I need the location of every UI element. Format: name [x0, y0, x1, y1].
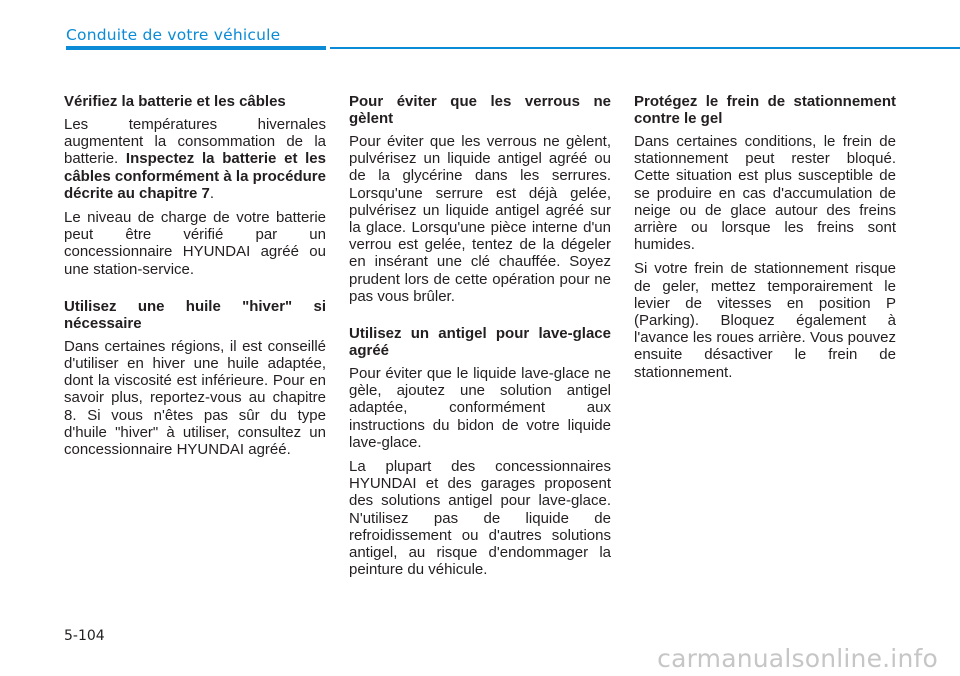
brake-paragraph-1: Dans certaines conditions, le frein de stationnement peut rester bloqué. Cette situation est plus susceptible de se produire en cas d'accumulation de neige ou de glace autour des freins arrière ou lorsque les freins sont humides. [634, 133, 896, 254]
column-1 [64, 93, 326, 465]
watermark: carmanualsonline.info [657, 644, 938, 673]
page-number: 5-104 [64, 628, 105, 644]
battery-paragraph-1 [64, 116, 326, 202]
battery-p1-end: . [209, 184, 215, 202]
header-rule-thick [66, 46, 326, 50]
battery-paragraph-2: Le niveau de charge de votre batterie peut être vérifié par un concessionnaire HYUNDAI agréé ou une station-service. [64, 209, 326, 278]
locks-paragraph-1: Pour éviter que les verrous ne gèlent, pulvérisez un liquide antigel agréé ou de la glycérine dans les serrures. Lorsqu'une serrure est déjà gelée, pulvérisez un liquide antigel agréé sur la glace. Lorsqu'une pièce interne d'un verrou est gelée, tentez de la dégeler en insérant une clé chauffée. Soyez prudent lors de cette opération pour ne pas vous brûler. [349, 133, 611, 305]
column-3 [634, 93, 896, 388]
oil-paragraph-1: Dans certaines régions, il est conseillé d'utiliser en hiver une huile adaptée, dont la viscosité est inférieure. Pour en savoir plus, reportez-vous au chapitre 8. Si vous n'êtes pas sûr du type d'huile "hiver" à utiliser, consultez un concessionnaire HYUNDAI agréé. [64, 337, 326, 459]
oil-heading: Utilisez une huile "hiver" si nécessaire [64, 297, 326, 332]
header-rule-thin [330, 47, 960, 49]
section-title: Conduite de votre véhicule [66, 26, 281, 44]
locks-heading: Pour éviter que les verrous ne gèlent [349, 93, 611, 127]
antifreeze-paragraph-1: Pour éviter que le liquide lave-glace ne gèle, ajoutez une solution antigel adaptée, conformément aux instructions du bidon de votre liquide lave-glace. [349, 365, 611, 451]
battery-heading: Vérifiez la batterie et les câbles [64, 93, 286, 110]
brake-heading: Protégez le frein de stationnement contre le gel [634, 93, 896, 127]
battery-p1-bold: Inspectez la batterie et les câbles conformément à la procédure décrite au chapitre 7 [64, 150, 326, 202]
column-2 [349, 93, 611, 585]
antifreeze-heading: Utilisez un antigel pour lave-glace agréé [349, 325, 611, 360]
brake-paragraph-2: Si votre frein de stationnement risque de geler, mettez temporairement le levier de vitesses en position P (Parking). Bloquez également à l'avance les roues arrière. Vous pouvez ensuite désactiver le frein de stationnement. [634, 260, 896, 381]
battery-p1-text: Les températures hivernales augmentent la consommation de la batterie. [64, 116, 326, 168]
antifreeze-paragraph-2: La plupart des concessionnaires HYUNDAI et des garages proposent des solutions antigel pour lave-glace. N'utilisez pas de liquide de refroidissement ou d'autres solutions antigel, au risque d'endommager la peinture du véhicule. [349, 458, 611, 579]
